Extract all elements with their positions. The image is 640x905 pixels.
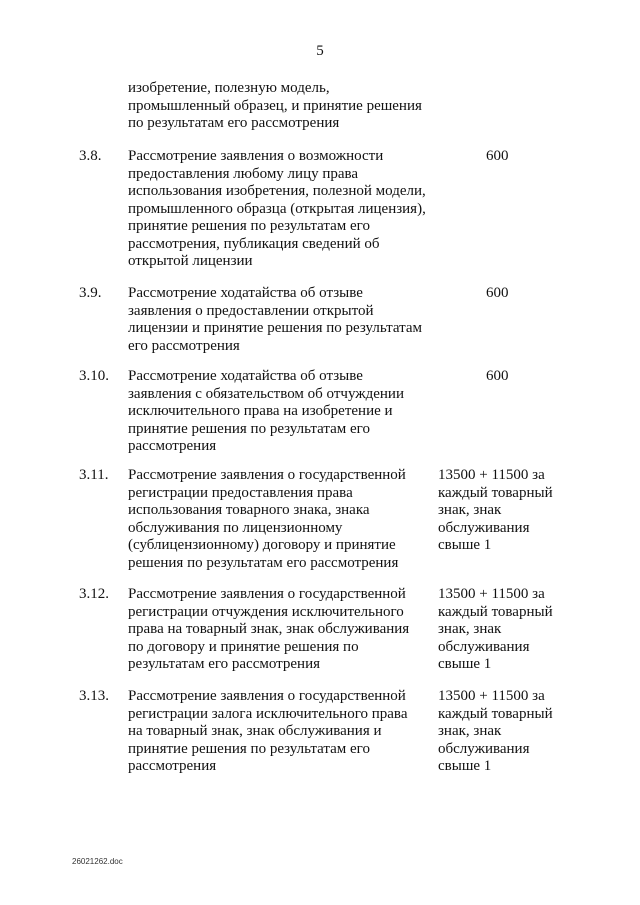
entry-description — [128, 467, 438, 572]
entry-number: 3.9. — [79, 285, 102, 301]
description-line: предоставления любому лицу права — [128, 165, 359, 182]
fee-line: знак, знак — [438, 502, 502, 518]
fee-line: знак, знак — [438, 621, 502, 637]
fee-line: свыше 1 — [438, 656, 492, 672]
description-line: рассмотрения — [128, 438, 217, 454]
description-line: Рассмотрение заявления о государственной — [128, 688, 406, 704]
description-line: Рассмотрение ходатайства об отзыве — [128, 368, 363, 384]
entry-fee — [486, 285, 626, 303]
description-line: Рассмотрение заявления о возможности — [128, 148, 384, 164]
description-line: использования товарного знака, знака — [128, 502, 370, 518]
description-line: решения по результатам его рассмотрения — [128, 554, 399, 571]
fee-line: каждый товарный — [438, 484, 553, 501]
description-line: Рассмотрение ходатайства об отзыве — [128, 285, 363, 301]
entry-fee — [438, 586, 578, 674]
entry-fee — [486, 148, 626, 166]
entry-description — [128, 586, 438, 674]
fee-line: 13500 + 11500 за — [438, 467, 545, 483]
entry-description — [128, 148, 438, 271]
description-line: рассмотрения — [128, 758, 217, 774]
description-line: рассмотрения, публикация сведений об — [128, 235, 380, 252]
description-line: лицензии и принятие решения по результатам — [128, 320, 422, 336]
description-line: открытой лицензии — [128, 253, 253, 269]
description-line: регистрации залога исключительного права — [128, 705, 408, 722]
description-line: исключительного права на изобретение и — [128, 403, 393, 419]
fee-line: 600 — [486, 285, 509, 301]
fee-line: 600 — [486, 148, 509, 164]
description-line: результатам его рассмотрения — [128, 656, 320, 672]
description-line: Рассмотрение заявления о государственной — [128, 586, 406, 602]
fee-line: обслуживания — [438, 740, 530, 757]
footer-filename: 26021262.doc — [72, 857, 123, 866]
fee-line: обслуживания — [438, 519, 530, 536]
fee-line: каждый товарный — [438, 705, 553, 722]
entry-number: 3.8. — [79, 148, 102, 164]
description-line: принятие решения по результатам его — [128, 420, 370, 437]
fee-line: 600 — [486, 368, 509, 384]
description-line: использования изобретения, полезной модели, — [128, 183, 426, 199]
description-line: промышленного образца (открытая лицензия), — [128, 200, 426, 217]
description-line: принятие решения по результатам его — [128, 740, 370, 757]
entry-description — [128, 688, 438, 776]
entry-number: 3.11. — [79, 467, 109, 483]
description-line: (сублицензионному) договору и принятие — [128, 537, 396, 553]
continuation-line: по результатам его рассмотрения — [128, 115, 340, 131]
description-line: регистрации отчуждения исключительного — [128, 603, 404, 620]
fee-line: каждый товарный — [438, 603, 553, 620]
entry-number: 3.10. — [79, 368, 109, 384]
fee-line: 13500 + 11500 за — [438, 688, 545, 704]
description-line: на товарный знак, знак обслуживания и — [128, 723, 382, 739]
continuation-line: промышленный образец, и принятие решения — [128, 97, 422, 114]
fee-line: свыше 1 — [438, 537, 492, 553]
continuation-text — [128, 80, 458, 133]
entry-description — [128, 285, 438, 355]
fee-line: знак, знак — [438, 723, 502, 739]
entry-number: 3.12. — [79, 586, 109, 602]
description-line: Рассмотрение заявления о государственной — [128, 467, 406, 483]
entry-fee — [438, 467, 578, 555]
description-line: заявления с обязательством об отчуждении — [128, 385, 404, 402]
entry-description — [128, 368, 438, 456]
description-line: обслуживания по лицензионному — [128, 519, 343, 536]
description-line: принятие решения по результатам его — [128, 218, 370, 234]
fee-line: обслуживания — [438, 638, 530, 655]
fee-line: 13500 + 11500 за — [438, 586, 545, 602]
entry-number: 3.13. — [79, 688, 109, 704]
description-line: заявления о предоставлении открытой — [128, 302, 374, 319]
description-line: права на товарный знак, знак обслуживания — [128, 621, 410, 637]
page-number: 5 — [316, 43, 324, 59]
description-line: по договору и принятие решения по — [128, 638, 359, 655]
entry-fee — [438, 688, 578, 776]
fee-line: свыше 1 — [438, 758, 492, 774]
continuation-line: изобретение, полезную модель, — [128, 80, 330, 96]
description-line: регистрации предоставления права — [128, 484, 353, 501]
entry-fee — [486, 368, 626, 386]
description-line: его рассмотрения — [128, 337, 240, 354]
